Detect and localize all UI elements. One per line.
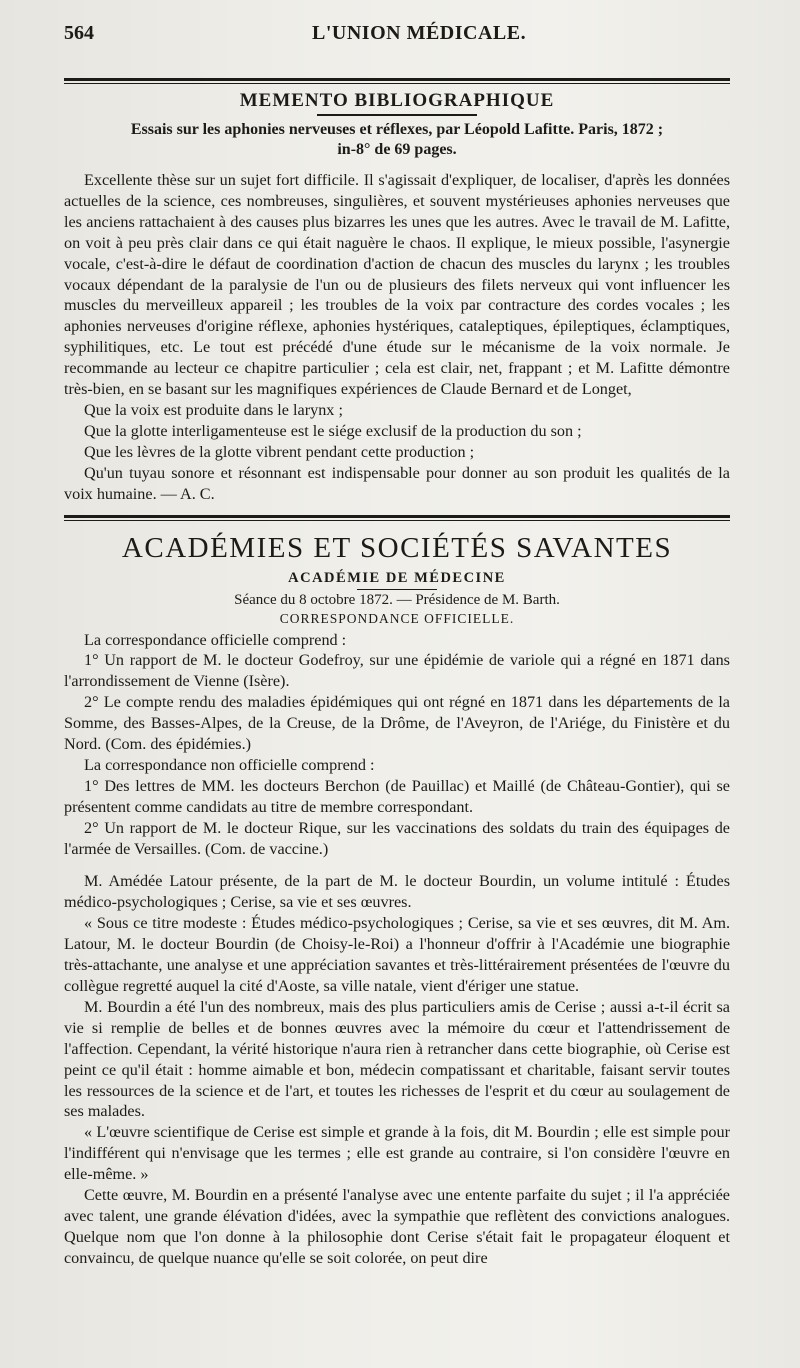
academy-name: ACADÉMIE DE MÉDECINE: [288, 569, 506, 586]
review-paragraph: Excellente thèse sur un sujet fort difficile. Il s'agissait d'expliquer, de localiser, d'après les données actuelles de la science, ces nombreuses, singulières, et souvent mystérieuses aphonies nerveuses que les anciens rattachaient à des causes plus bizarres les unes que les autres. Avec le travail de M. Lafitte, on voit à peu près clair dans ce qui était naguère le chaos. Il explique, le mieux possible, l'asynergie vocale, c'est-à-dire le défaut de coordination d'action de chacun des muscles du larynx ; les troubles vocaux dépendant de la paralysie de l'un ou de plusieurs des filets nerveux qui vont influencer les muscles du merveilleux appareil ; les troubles de la voix par contracture des cordes vocales ; les aphonies nerveuses d'origine réflexe, aphonies hystériques, cataleptiques, épileptiques, éclamptiques, syphilitiques, etc. Le tout est précédé d'une étude sur le mécanisme de la voix normale. Je recommande au lecteur ce chapitre particulier ; cela est clair, net, frappant ; et M. Lafitte démontre très-bien, en se basant sur les magnifiques expériences de Claude Bernard et de Longet,: [64, 171, 730, 399]
proceedings-paragraph: La correspondance officielle comprend :: [84, 630, 347, 649]
academies-title: ACADÉMIES ET SOCIÉTÉS SAVANTES: [121, 531, 673, 564]
quote-paragraph: M. Bourdin a été l'un des nombreux, mais des plus particuliers amis de Cerise ; aussi a-t-il écrit sa vie si remplie de belles et de bonnes œuvres avec la mémoire du cœur et l'attendrissement de l'affection. Cependant, la vérité historique n'aura rien à retrancher dans cette biographie, où Cerise est peint ce qu'il était : homme aimable et bon, médecin compatissant et charitable, faisant servir toutes les ressources de la science et de l'art, et toutes les richesses de l'esprit et du cœur au soulagement de ses malades.: [64, 997, 730, 1121]
quote-paragraph: « L'œuvre scientifique de Cerise est simple et grande à la fois, dit M. Bourdin ; elle est simple pour l'indifférent qui n'envisage que les termes ; elle est grande au contraire, si l'on considère l'œuvre en elle-même. »: [64, 1123, 730, 1184]
proceedings-paragraph: La correspondance non officielle comprend :: [84, 755, 375, 774]
proceedings-paragraph: 2° Le compte rendu des maladies épidémiques qui ont régné en 1871 dans les départements de la Somme, des Basses-Alpes, de la Creuse, de la Drôme, de l'Aveyron, de l'Ariége, du Finistère et du Nord. (Com. des épidémies.): [64, 693, 730, 754]
latour-paragraph: M. Amédée Latour présente, de la part de M. le docteur Bourdin, un volume intitulé : Études médico-psychologiques ; Cerise, sa vie et ses œuvres.: [64, 872, 730, 912]
proceedings-paragraph: 1° Un rapport de M. le docteur Godefroy, sur une épidémie de variole qui a régné en 1871 dans l'arrondissement de Vienne (Isère).: [64, 651, 730, 691]
review-list-item: Que la glotte interligamenteuse est le siége exclusif de la production du son ;: [84, 421, 582, 440]
proceedings-paragraph: 2° Un rapport de M. le docteur Rique, sur les vaccinations des soldats du train des équipages de l'armée de Versailles. (Com. de vaccine.): [64, 818, 730, 858]
section-divider-thin: [64, 520, 730, 521]
running-title: L'UNION MÉDICALE.: [312, 22, 527, 44]
review-final-paragraph: Qu'un tuyau sonore et résonnant est indispensable pour donner au son produit les qualités de la voix humaine. — A. C.: [64, 463, 730, 503]
proceedings-paragraph: 1° Des lettres de MM. les docteurs Berchon (de Pauillac) et Maillé (de Château-Gontier), qui se présentent comme candidats au titre de membre correspondant.: [64, 776, 730, 816]
book-citation: [64, 120, 730, 160]
review-list-item: Que la voix est produite dans le larynx ;: [84, 400, 343, 419]
header-rule: [64, 78, 730, 81]
quote-paragraph: « Sous ce titre modeste : Études médico-psychologiques ; Cerise, sa vie et ses œuvres, dit M. Am. Latour, M. le docteur Bourdin (de Choisy-le-Roi) a l'honneur d'offrir à l'Académie une biographie très-attachante, une analyse et une appréciation savantes et très-littérairement présentées de l'œuvre du collègue regretté auquel la cité d'Aoste, sa ville natale, vient d'ériger une statue.: [64, 914, 730, 995]
section-divider: [64, 515, 730, 518]
quote-paragraph: Cette œuvre, M. Bourdin en a présenté l'analyse avec une entente parfaite du sujet ; il l'a appréciée avec talent, une grande élévation d'idées, avec la sympathie que reflètent des convictions analogues. Quelque nom que l'on donne à la philosophie dont Cerise s'était fait le propagateur éloquent et convaincu, de quelque nuance qu'elle se soit colorée, on peut dire: [64, 1186, 730, 1267]
memento-title: MEMENTO BIBLIOGRAPHIQUE: [239, 90, 555, 111]
page-header: [64, 22, 730, 52]
review-list-item: Que les lèvres de la glotte vibrent pendant cette production ;: [84, 442, 475, 461]
paragraph-gap: [64, 859, 730, 871]
page-number: 564: [64, 22, 94, 44]
review-body: [64, 170, 730, 505]
header-rule-thin: [64, 83, 730, 84]
correspondence-heading: CORRESPONDANCE OFFICIELLE.: [279, 610, 515, 626]
citation-line-2: in-8° de 69 pages.: [337, 141, 457, 158]
citation-line-1: Essais sur les aphonies nerveuses et réflexes, par Léopold Lafitte. Paris, 1872 ;: [130, 121, 664, 138]
memento-title-rule: [317, 114, 477, 116]
seance-line: Séance du 8 octobre 1872. — Présidence de M. Barth.: [234, 591, 560, 608]
